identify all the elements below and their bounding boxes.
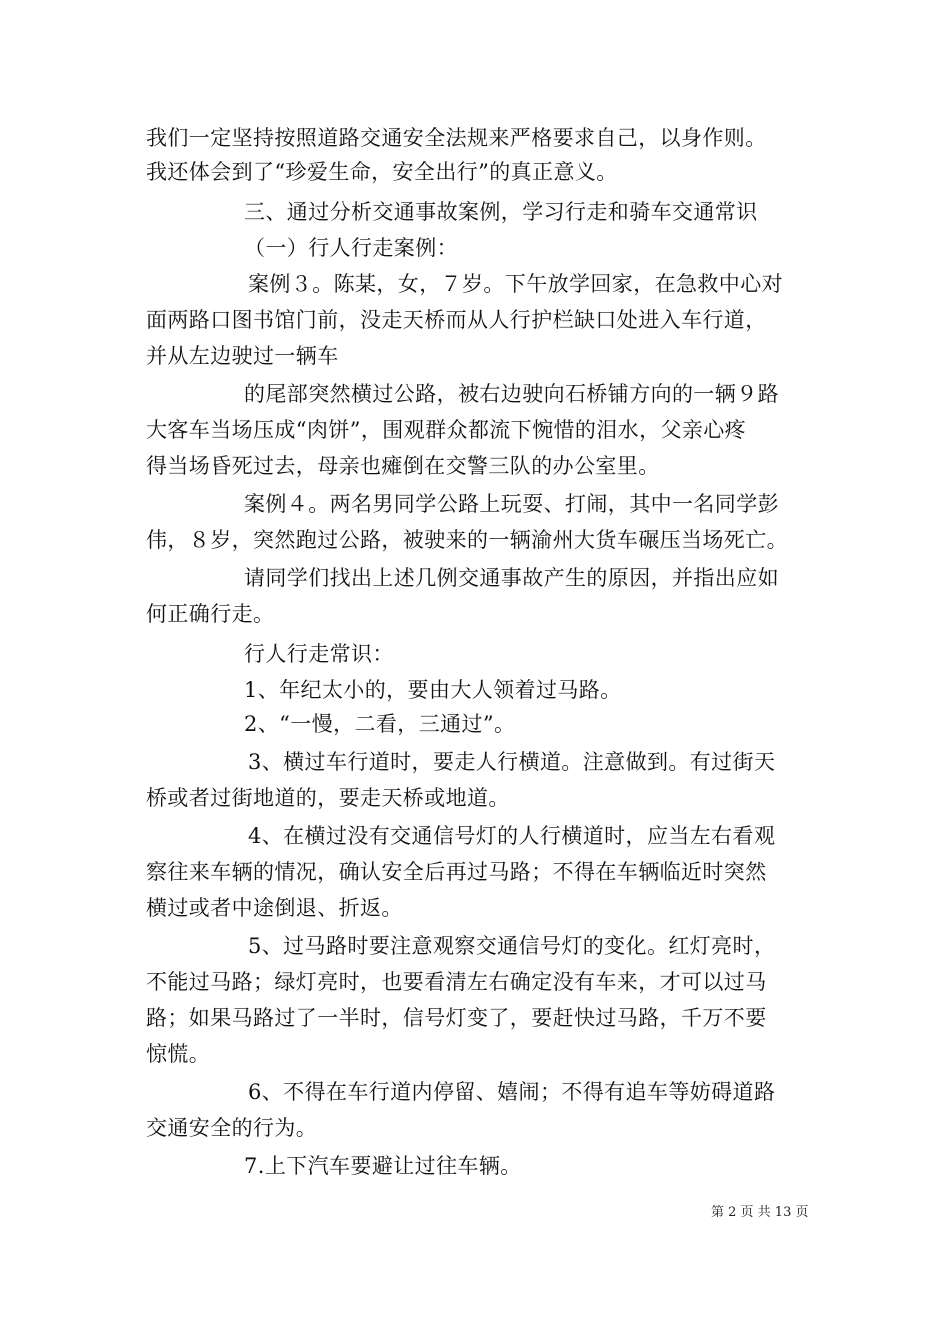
subsection-heading: （一）行人行走案例： (244, 236, 458, 260)
text-line: 横过或者中途倒退、折返。 (146, 896, 403, 920)
page-number-footer: 第 2 页 共 13 页 (711, 1205, 809, 1220)
text-line: 的尾部突然横过公路，被右边驶向石桥铺方向的一辆９路 (244, 382, 779, 406)
text-line: 并从左边驶过一辆车 (146, 344, 339, 368)
list-item: 3、横过车行道时，要走人行横道。注意做到。有过街天 (248, 750, 776, 774)
text-line: 面两路口图书馆门前，没走天桥而从人行护栏缺口处进入车行道， (146, 308, 767, 332)
text-line: 桥或者过街地道的，要走天桥或地道。 (146, 786, 510, 810)
list-heading: 行人行走常识： (244, 642, 394, 666)
text-line: 察往来车辆的情况，确认安全后再过马路；不得在车辆临近时突然 (146, 860, 767, 884)
text-line: 伟，８岁，突然跑过公路，被驶来的一辆渝州大货车碾压当场死亡。 (146, 528, 788, 552)
text-line: 案例４。两名男同学公路上玩耍、打闹，其中一名同学彭 (244, 492, 779, 516)
list-item: 5、过马路时要注意观察交通信号灯的变化。红灯亮时， (248, 934, 776, 958)
text-line: 我还体会到了“珍爱生命，安全出行”的真正意义。 (146, 160, 618, 184)
text-line: 案例３。陈某，女，７岁。下午放学回家，在急救中心对 (248, 272, 783, 296)
list-item: 1、年纪太小的，要由大人领着过马路。 (244, 678, 622, 702)
section-heading: 三、通过分析交通事故案例，学习行走和骑车交通常识 (244, 200, 758, 224)
text-line: 交通安全的行为。 (146, 1116, 318, 1140)
text-line: 惊慌。 (146, 1042, 211, 1066)
text-line: 请同学们找出上述几例交通事故产生的原因，并指出应如 (244, 566, 779, 590)
list-item: 4、在横过没有交通信号灯的人行横道时，应当左右看观 (248, 824, 776, 848)
text-line: 我们一定坚持按照道路交通安全法规来严格要求自己，以身作则。 (146, 126, 767, 150)
list-item: 6、不得在车行道内停留、嬉闹；不得有追车等妨碍道路 (248, 1080, 776, 1104)
list-item: 2、“一慢，二看，三通过”。 (244, 712, 516, 736)
text-line: 得当场昏死过去，母亲也瘫倒在交警三队的办公室里。 (146, 454, 660, 478)
list-item: 7.上下汽车要避让过往车辆。 (244, 1154, 522, 1178)
text-line: 何正确行走。 (146, 602, 275, 626)
text-line: 路；如果马路过了一半时，信号灯变了，要赶快过马路，千万不要 (146, 1006, 767, 1030)
text-line: 大客车当场压成“肉饼”，围观群众都流下惋惜的泪水，父亲心疼 (146, 418, 747, 442)
text-line: 不能过马路；绿灯亮时，也要看清左右确定没有车来，才可以过马 (146, 970, 767, 994)
